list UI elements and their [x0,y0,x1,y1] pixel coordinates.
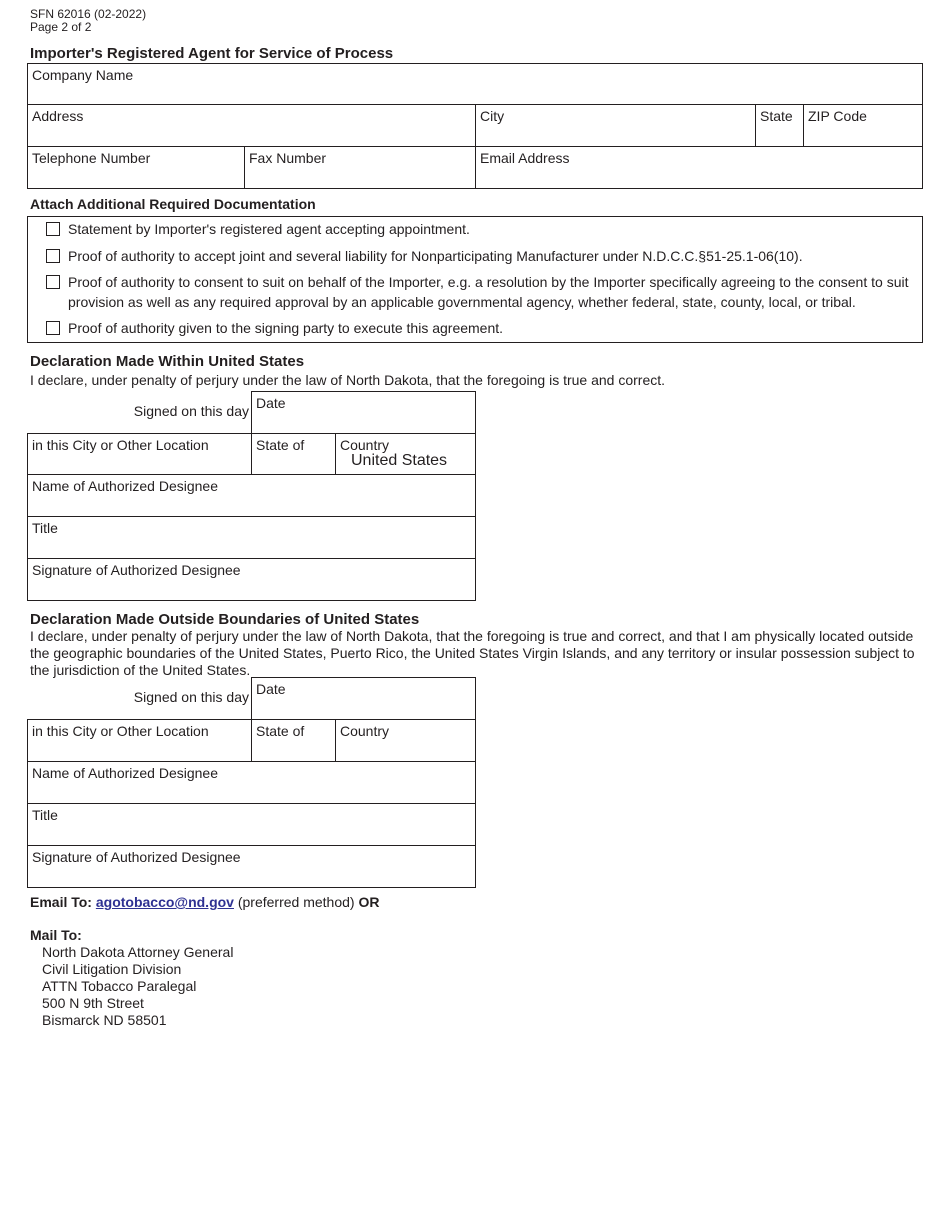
fax-label: Fax Number [249,150,327,166]
designee-name-label: Name of Authorized Designee [32,765,218,781]
declaration-within-text: I declare, under penalty of perjury under the law of North Dakota, that the foregoing is true and correct. [30,372,666,388]
doc-item-1[interactable] [46,219,916,239]
city-field[interactable] [475,104,756,147]
doc-item-4[interactable] [46,318,916,338]
doc-item-label: Statement by Importer's registered agent accepting appointment. [68,221,470,237]
date-label: Date [256,681,286,697]
telephone-field[interactable] [27,146,245,189]
doc-item-label: Proof of authority given to the signing party to execute this agreement. [68,320,504,336]
fax-field[interactable] [244,146,476,189]
company-name-label: Company Name [32,67,134,83]
country-field-outside[interactable] [335,719,476,762]
zip-field[interactable] [803,104,923,147]
date-label: Date [256,395,286,411]
checkbox-icon[interactable] [46,222,60,236]
signature-field-within[interactable] [27,558,476,601]
signature-field-outside[interactable] [27,845,476,888]
date-field-outside[interactable] [251,677,476,720]
designee-name-field-within[interactable] [27,474,476,517]
address-label: Address [32,108,84,124]
mail-address [42,944,233,1029]
mail-label: Mail To: [30,927,82,943]
state-of-label: State of [256,723,305,739]
checkbox-icon[interactable] [46,321,60,335]
agent-section-title: Importer's Registered Agent for Service of Process [30,45,394,62]
page-number: Page 2 of 2 [30,20,92,34]
zip-label: ZIP Code [808,108,867,124]
signed-day-label-outside: Signed on this day [133,689,249,705]
title-label: Title [32,520,58,536]
title-field-within[interactable] [27,516,476,559]
signature-label: Signature of Authorized Designee [32,849,241,865]
title-field-outside[interactable] [27,803,476,846]
state-field-outside[interactable] [251,719,336,762]
checkbox-icon[interactable] [46,249,60,263]
declaration-within-title: Declaration Made Within United States [30,353,305,370]
email-instruction [30,894,379,910]
email-label: Email Address [480,150,570,166]
country-field-within[interactable] [335,433,476,475]
company-name-field[interactable] [27,63,923,105]
state-label: State [760,108,793,124]
city-location-label: in this City or Other Location [32,437,209,453]
designee-name-label: Name of Authorized Designee [32,478,218,494]
country-value: United States [351,452,448,469]
country-label: Country [340,723,390,739]
address-field[interactable] [27,104,476,147]
country-label: Country [340,437,390,453]
declaration-outside-title: Declaration Made Outside Boundaries of United States [30,611,420,628]
mail-line: 500 N 9th Street [42,995,144,1011]
mail-line: ATTN Tobacco Paralegal [42,978,197,994]
city-field-outside[interactable] [27,719,252,762]
city-location-label: in this City or Other Location [32,723,209,739]
mail-line: Civil Litigation Division [42,961,182,977]
form-number: SFN 62016 (02-2022) [30,7,147,21]
city-field-within[interactable] [27,433,252,475]
documentation-title: Attach Additional Required Documentation [30,196,316,212]
doc-item-3[interactable] [46,272,916,312]
doc-item-label: Proof of authority to accept joint and several liability for Nonparticipating Manufacturer under N.D.C.C.§51-25.1-06(10). [68,248,803,264]
email-link[interactable]: agotobacco@nd.gov [95,894,234,910]
email-or: OR [358,894,380,910]
mail-line: North Dakota Attorney General [42,944,234,960]
signed-day-label-within: Signed on this day [133,403,249,419]
checkbox-icon[interactable] [46,275,60,289]
title-label: Title [32,807,58,823]
signature-label: Signature of Authorized Designee [32,562,241,578]
telephone-label: Telephone Number [32,150,151,166]
state-field[interactable] [755,104,804,147]
doc-item-2[interactable] [46,246,916,266]
email-field[interactable] [475,146,923,189]
designee-name-field-outside[interactable] [27,761,476,804]
state-of-label: State of [256,437,305,453]
date-field-within[interactable] [251,391,476,434]
mail-line: Bismarck ND 58501 [42,1012,167,1028]
email-suffix: (preferred method) [237,894,355,910]
doc-item-label: Proof of authority to consent to suit on behalf of the Importer, e.g. a resolution by the Importer specifically agreeing to the consent to suit provision as well as any required approval by an applicable governmental agency, whether federal, state, county, local, or tribal. [68,274,909,310]
declaration-outside-text: I declare, under penalty of perjury under the law of North Dakota, that the foregoing is true and correct, and that I am physically located outside the geographic boundaries of the United States, Puerto Rico, the United States Virgin Islands, and any territory or insular possession subject to the jurisdiction of the United States. [30,628,915,678]
state-field-within[interactable] [251,433,336,475]
city-label: City [480,108,505,124]
email-prefix: Email To: [30,894,92,910]
